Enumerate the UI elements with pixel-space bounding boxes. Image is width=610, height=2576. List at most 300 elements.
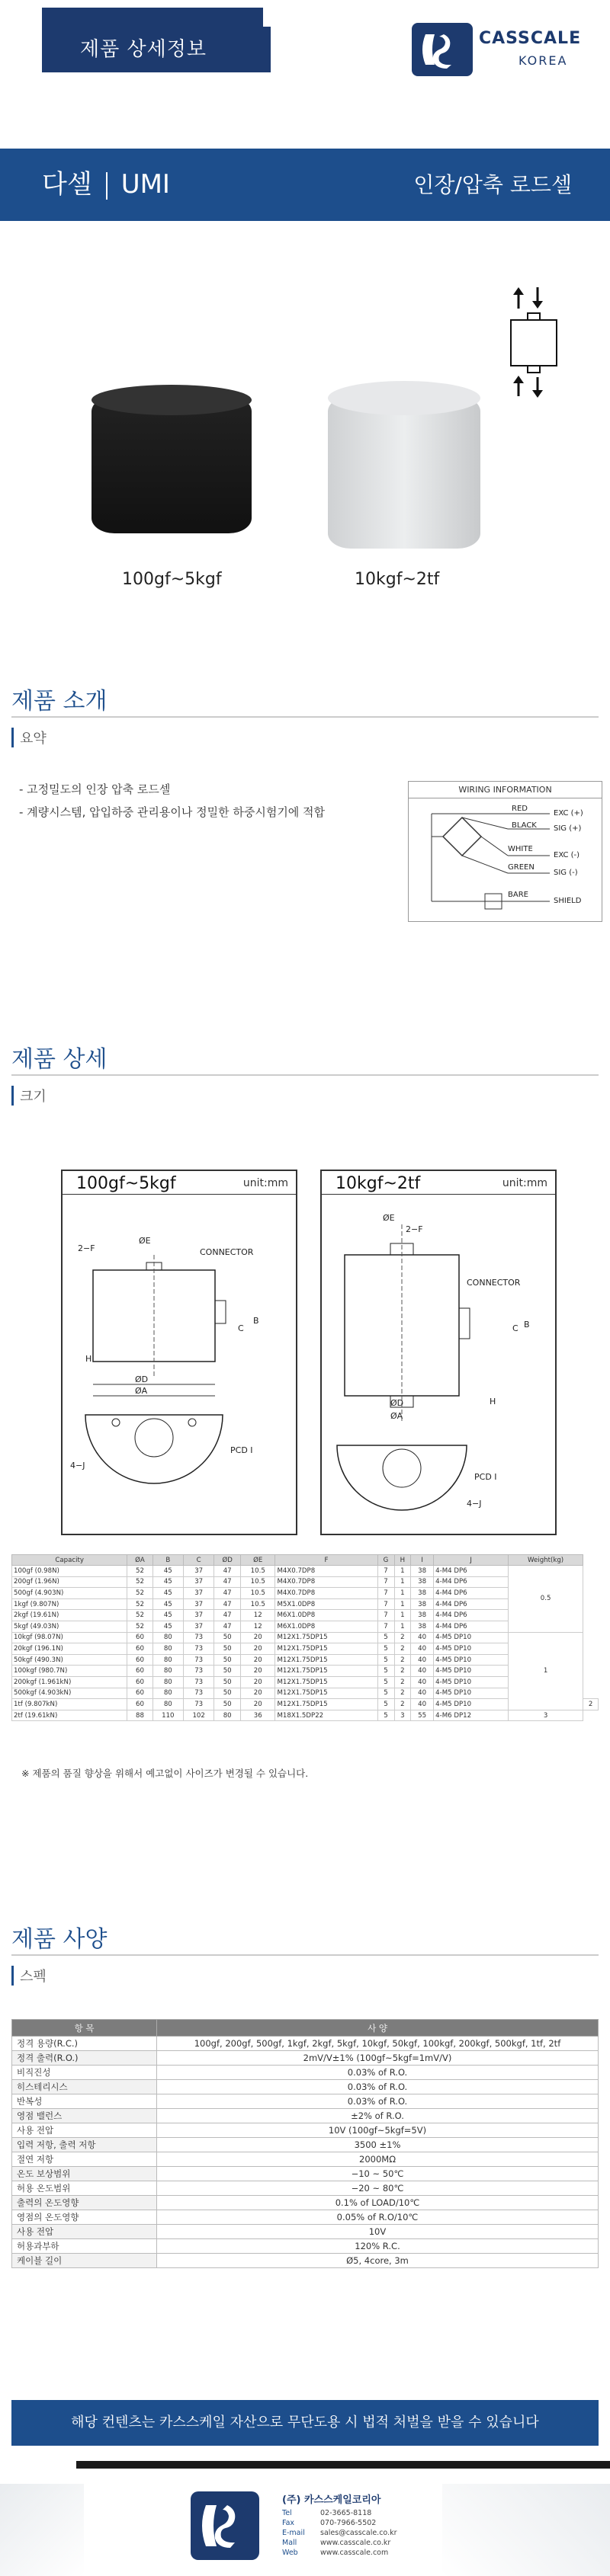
footer-web[interactable]: Web www.casscale.com — [282, 2549, 389, 2557]
connector-label: CONNECTOR — [467, 1278, 521, 1288]
spec-item: 사용 전압 — [12, 2225, 157, 2239]
table-cell: 50 — [214, 1699, 241, 1710]
table-cell: 73 — [183, 1688, 214, 1699]
product-image-small — [92, 396, 252, 533]
spec-row — [12, 2254, 599, 2268]
table-cell: 37 — [183, 1588, 214, 1599]
spec-value: 2000MΩ — [157, 2152, 599, 2167]
product-caption-small: 100gf~5kgf — [122, 570, 222, 589]
spec-item: 영점의 온도영향 — [12, 2210, 157, 2225]
svg-text:C: C — [238, 1323, 244, 1333]
spec-item: 케이블 길이 — [12, 2254, 157, 2268]
table-cell: 80 — [152, 1688, 183, 1699]
spec-item: 허용과부하 — [12, 2239, 157, 2254]
table-cell: M12X1.75DP15 — [275, 1632, 377, 1643]
wire-red: RED — [512, 805, 528, 813]
spec-value: 0.03% of R.O. — [157, 2066, 599, 2080]
spec-item: 사용 전압 — [12, 2123, 157, 2138]
spec-item: 온도 보상범위 — [12, 2167, 157, 2181]
spec-row — [12, 2138, 599, 2152]
table-cell: 1 — [394, 1588, 411, 1599]
size-change-note: ※ 제품의 품질 향상을 위해서 예고없이 사이즈가 변경될 수 있습니다. — [21, 1768, 309, 1779]
svg-text:ØD: ØD — [135, 1374, 149, 1384]
spec-item: 출력의 온도영향 — [12, 2196, 157, 2210]
drawing-unit: unit:mm — [502, 1177, 547, 1189]
table-cell: 38 — [411, 1621, 434, 1632]
table-cell: 38 — [411, 1576, 434, 1588]
spec-item: 반복성 — [12, 2094, 157, 2109]
footer-tel: Tel 02-3665-8118 — [282, 2509, 372, 2517]
table-cell: 7 — [377, 1576, 394, 1588]
intro-subheading: 요약 — [11, 728, 47, 747]
wire-shield: SHIELD — [554, 897, 582, 905]
table-cell: 52 — [127, 1588, 152, 1599]
spec-item: 절연 저항 — [12, 2152, 157, 2167]
table-cell: 12 — [240, 1621, 275, 1632]
drawing-large — [320, 1170, 557, 1535]
table-cell: 52 — [127, 1576, 152, 1588]
footer-email[interactable]: E-mail sales@casscale.co.kr — [282, 2529, 397, 2537]
col-capacity: Capacity — [12, 1555, 127, 1566]
table-cell: 47 — [214, 1610, 241, 1621]
svg-text:2−F: 2−F — [78, 1243, 95, 1253]
table-cell: 45 — [152, 1598, 183, 1610]
drawing-title: 100gf~5kgf — [76, 1174, 176, 1193]
table-cell: M12X1.75DP15 — [275, 1676, 377, 1688]
col-i: I — [411, 1555, 434, 1566]
table-cell: 60 — [127, 1699, 152, 1710]
table-header-row — [12, 1555, 599, 1566]
svg-text:C: C — [512, 1323, 518, 1333]
col-j: J — [434, 1555, 509, 1566]
table-cell: 4-M5 DP10 — [434, 1699, 509, 1710]
title-divider — [106, 172, 108, 200]
svg-text:ØA: ØA — [390, 1411, 403, 1421]
col-f: F — [275, 1555, 377, 1566]
table-cell: 10.5 — [240, 1566, 275, 1577]
table-cell: 20 — [240, 1676, 275, 1688]
table-cell: 2tf (19.61kN) — [12, 1710, 127, 1721]
tension-compression-icon — [503, 286, 572, 400]
table-cell: 47 — [214, 1621, 241, 1632]
table-cell: 47 — [214, 1588, 241, 1599]
svg-text:B: B — [253, 1316, 259, 1326]
divider — [11, 1074, 599, 1076]
table-cell: M18X1.5DP22 — [275, 1710, 377, 1721]
wire-sig-minus: SIG (-) — [554, 869, 578, 877]
table-cell: 20 — [240, 1643, 275, 1655]
spec-subheading: 스펙 — [11, 1966, 47, 1986]
title-bar — [0, 149, 610, 221]
table-cell: 47 — [214, 1576, 241, 1588]
copyright-banner: 해당 컨텐츠는 카스스케일 자산으로 무단도용 시 법적 처벌을 받을 수 있습니다 — [11, 2400, 599, 2446]
svg-text:H: H — [490, 1397, 496, 1406]
table-cell: 2 — [394, 1632, 411, 1643]
table-cell: 20 — [240, 1666, 275, 1677]
drawing-title: 10kgf~2tf — [336, 1174, 421, 1193]
table-cell: M5X1.0DP8 — [275, 1598, 377, 1610]
table-cell: 1 — [394, 1610, 411, 1621]
spec-row — [12, 2225, 599, 2239]
divider — [11, 1954, 599, 1956]
table-cell: 2 — [394, 1676, 411, 1688]
table-cell: 37 — [183, 1621, 214, 1632]
spec-value: −10 ~ 50℃ — [157, 2167, 599, 2181]
table-cell: 7 — [377, 1588, 394, 1599]
spec-value: 10V — [157, 2225, 599, 2239]
table-cell: 37 — [183, 1598, 214, 1610]
section-tag: 제품 상세정보 — [42, 27, 271, 72]
table-cell: 40 — [411, 1643, 434, 1655]
table-cell: M12X1.75DP15 — [275, 1699, 377, 1710]
wire-bare: BARE — [508, 891, 528, 899]
table-cell: 7 — [377, 1610, 394, 1621]
brand-sub: KOREA — [518, 53, 568, 68]
svg-text:ØD: ØD — [390, 1398, 404, 1408]
svg-text:4−J: 4−J — [70, 1461, 85, 1470]
table-cell: 4-M4 DP6 — [434, 1598, 509, 1610]
table-cell: 7 — [377, 1598, 394, 1610]
table-cell: 5 — [377, 1643, 394, 1655]
table-cell: 2 — [394, 1699, 411, 1710]
table-cell: M12X1.75DP15 — [275, 1643, 377, 1655]
table-cell: 60 — [127, 1688, 152, 1699]
table-cell: 80 — [152, 1632, 183, 1643]
footer-fax: Fax 070-7966-5502 — [282, 2519, 377, 2527]
table-cell: 5 — [377, 1710, 394, 1721]
spec-value: −20 ~ 80℃ — [157, 2181, 599, 2196]
footer-watermark — [0, 2484, 84, 2576]
spec-item: 정격 출력(R.O.) — [12, 2051, 157, 2066]
product-type: 인장/압축 로드셀 — [413, 172, 572, 197]
product-image-small-top — [92, 385, 252, 415]
wire-black: BLACK — [512, 821, 537, 830]
spec-value: 2mV/V±1% (100gf~5kgf=1mV/V) — [157, 2051, 599, 2066]
table-cell: 1tf (9.807kN) — [12, 1699, 127, 1710]
table-cell: 50kgf (490.3N) — [12, 1654, 127, 1666]
spec-item: 허용 온도범위 — [12, 2181, 157, 2196]
intro-bullet: - 계량시스템, 압입하중 관리용이나 정밀한 하중시험기에 적합 — [19, 805, 326, 819]
table-cell: 1kgf (9.807N) — [12, 1598, 127, 1610]
table-row — [12, 1710, 599, 1721]
spec-row — [12, 2037, 599, 2051]
product-image-large-top — [328, 381, 480, 415]
table-cell: 47 — [214, 1598, 241, 1610]
dimension-table-body — [12, 1566, 599, 1721]
table-cell: 52 — [127, 1621, 152, 1632]
wire-sig-plus: SIG (+) — [554, 824, 582, 833]
table-cell: 38 — [411, 1566, 434, 1577]
table-cell: 20 — [240, 1699, 275, 1710]
table-cell: 38 — [411, 1598, 434, 1610]
table-cell: 4-M4 DP6 — [434, 1588, 509, 1599]
table-cell: 45 — [152, 1588, 183, 1599]
svg-text:ØE: ØE — [139, 1236, 151, 1246]
svg-text:ØA: ØA — [135, 1386, 148, 1396]
table-cell: 2 — [394, 1688, 411, 1699]
table-cell: 55 — [411, 1710, 434, 1721]
col-spec: 사 양 — [157, 2020, 599, 2037]
header — [0, 0, 610, 99]
table-cell: 37 — [183, 1610, 214, 1621]
spec-value: ±2% of R.O. — [157, 2109, 599, 2123]
table-cell: 73 — [183, 1654, 214, 1666]
table-cell: 50 — [214, 1643, 241, 1655]
product-family: 다셀 — [42, 169, 92, 200]
table-cell: 4-M4 DP6 — [434, 1566, 509, 1577]
col-weight: Weight(kg) — [509, 1555, 583, 1566]
table-cell: 200kgf (1.961kN) — [12, 1676, 127, 1688]
table-cell: 7 — [377, 1621, 394, 1632]
table-cell: 7 — [377, 1566, 394, 1577]
table-cell: 2 — [394, 1666, 411, 1677]
spec-value: Ø5, 4core, 3m — [157, 2254, 599, 2268]
logo-mark-icon — [412, 23, 473, 76]
spec-row — [12, 2239, 599, 2254]
spec-row — [12, 2152, 599, 2167]
spec-heading: 제품 사양 — [11, 1926, 108, 1953]
col-h: H — [394, 1555, 411, 1566]
col-item: 항 목 — [12, 2020, 157, 2037]
table-cell: 80 — [152, 1699, 183, 1710]
table-cell: 50 — [214, 1688, 241, 1699]
col-g: G — [377, 1555, 394, 1566]
table-cell: 73 — [183, 1643, 214, 1655]
table-cell: 36 — [240, 1710, 275, 1721]
table-cell: 45 — [152, 1610, 183, 1621]
table-cell: 4-M6 DP12 — [434, 1710, 509, 1721]
col-e: ØE — [240, 1555, 275, 1566]
spec-item: 입력 저항, 출력 저항 — [12, 2138, 157, 2152]
table-cell: 45 — [152, 1566, 183, 1577]
table-cell: 73 — [183, 1666, 214, 1677]
table-cell: 4-M5 DP10 — [434, 1643, 509, 1655]
spec-value: 0.03% of R.O. — [157, 2080, 599, 2094]
spec-item: 히스테리시스 — [12, 2080, 157, 2094]
table-cell: 10.5 — [240, 1598, 275, 1610]
table-header-row — [12, 2020, 599, 2037]
spec-row — [12, 2051, 599, 2066]
table-cell: 2 — [394, 1643, 411, 1655]
spec-value: 0.05% of R.O/10℃ — [157, 2210, 599, 2225]
table-cell: 60 — [127, 1643, 152, 1655]
footer-rule — [76, 2461, 610, 2469]
weight-cell: 3 — [509, 1710, 583, 1721]
table-cell: 52 — [127, 1598, 152, 1610]
detail-subheading: 크기 — [11, 1086, 47, 1106]
product-model: UMI — [120, 169, 170, 200]
table-row — [12, 1632, 599, 1643]
svg-text:H: H — [85, 1354, 92, 1364]
footer-mall[interactable]: Mall www.casscale.co.kr — [282, 2539, 391, 2547]
svg-text:2−F: 2−F — [406, 1224, 423, 1234]
table-cell: 20 — [240, 1654, 275, 1666]
product-image-large — [328, 396, 480, 549]
table-cell: 500gf (4.903N) — [12, 1588, 127, 1599]
table-cell: 2kgf (19.61N) — [12, 1610, 127, 1621]
spec-table — [11, 2019, 599, 2268]
col-a: ØA — [127, 1555, 152, 1566]
footer-company: (주) 카스스케일코리아 — [282, 2494, 381, 2506]
table-cell: 40 — [411, 1676, 434, 1688]
divider — [11, 716, 599, 718]
table-cell: 40 — [411, 1632, 434, 1643]
table-cell: 1 — [394, 1566, 411, 1577]
table-cell: 60 — [127, 1654, 152, 1666]
table-cell: M4X0.7DP8 — [275, 1576, 377, 1588]
table-cell: 37 — [183, 1576, 214, 1588]
spec-row — [12, 2080, 599, 2094]
casscale-logo[interactable] — [412, 23, 595, 76]
table-cell: 5 — [377, 1666, 394, 1677]
dimension-table — [11, 1554, 599, 1721]
spec-table-body — [12, 2037, 599, 2268]
table-row — [12, 1566, 599, 1577]
header-tab-bar — [42, 8, 263, 27]
table-cell: 73 — [183, 1632, 214, 1643]
spec-item: 영점 밸런스 — [12, 2109, 157, 2123]
svg-text:PCD I: PCD I — [230, 1445, 253, 1455]
wire-white: WHITE — [508, 845, 533, 853]
spec-item: 비직진성 — [12, 2066, 157, 2080]
table-cell: 1 — [394, 1598, 411, 1610]
table-cell: 80 — [152, 1676, 183, 1688]
table-cell: 45 — [152, 1621, 183, 1632]
spec-value: 0.1% of LOAD/10℃ — [157, 2196, 599, 2210]
table-cell: 52 — [127, 1610, 152, 1621]
table-cell: 5 — [377, 1676, 394, 1688]
table-cell: 4-M4 DP6 — [434, 1621, 509, 1632]
table-cell: 80 — [214, 1710, 241, 1721]
table-cell: 40 — [411, 1666, 434, 1677]
footer-watermark — [442, 2484, 610, 2576]
table-cell: 20kgf (196.1N) — [12, 1643, 127, 1655]
table-cell: 45 — [152, 1576, 183, 1588]
wire-green: GREEN — [508, 863, 535, 872]
spec-item: 정격 용량(R.C.) — [12, 2037, 157, 2051]
svg-text:PCD I: PCD I — [474, 1472, 497, 1482]
product-title — [42, 149, 170, 221]
svg-text:B: B — [524, 1320, 530, 1330]
table-cell: 37 — [183, 1566, 214, 1577]
brand-name: CASSCALE — [479, 29, 582, 48]
table-cell: 20 — [240, 1632, 275, 1643]
table-cell: 4-M5 DP10 — [434, 1666, 509, 1677]
spec-value: 100gf, 200gf, 500gf, 1kgf, 2kgf, 5kgf, 10kgf, 50kgf, 100kgf, 200kgf, 500kgf, 1tf, 2tf — [157, 2037, 599, 2051]
spec-row — [12, 2210, 599, 2225]
table-cell: 10.5 — [240, 1576, 275, 1588]
spec-row — [12, 2094, 599, 2109]
spec-row — [12, 2066, 599, 2080]
table-cell: 52 — [127, 1566, 152, 1577]
intro-heading: 제품 소개 — [11, 688, 108, 715]
table-cell: 4-M5 DP10 — [434, 1676, 509, 1688]
table-cell: 47 — [214, 1566, 241, 1577]
spec-value: 0.03% of R.O. — [157, 2094, 599, 2109]
table-cell: 38 — [411, 1588, 434, 1599]
spec-row — [12, 2181, 599, 2196]
svg-text:4−J: 4−J — [467, 1499, 482, 1509]
table-cell: 4-M5 DP10 — [434, 1632, 509, 1643]
intro-bullet: - 고정밀도의 인장 압축 로드셀 — [19, 782, 171, 796]
table-cell: 50 — [214, 1666, 241, 1677]
col-b: B — [152, 1555, 183, 1566]
detail-heading: 제품 상세 — [11, 1046, 108, 1073]
spec-value: 10V (100gf~5kgf=5V) — [157, 2123, 599, 2138]
table-cell: 4-M5 DP10 — [434, 1654, 509, 1666]
table-cell: 102 — [183, 1710, 214, 1721]
col-c: C — [183, 1555, 214, 1566]
table-cell: 2 — [394, 1654, 411, 1666]
table-cell: 5 — [377, 1688, 394, 1699]
table-cell: 73 — [183, 1699, 214, 1710]
table-cell: 4-M5 DP10 — [434, 1688, 509, 1699]
footer-logo-icon — [191, 2491, 259, 2560]
wiring-title: WIRING INFORMATION — [409, 782, 602, 798]
table-cell: 1 — [394, 1621, 411, 1632]
table-cell: 5 — [377, 1699, 394, 1710]
table-cell: 20 — [240, 1688, 275, 1699]
spec-value: 3500 ±1% — [157, 2138, 599, 2152]
spec-row — [12, 2196, 599, 2210]
table-cell: 50 — [214, 1676, 241, 1688]
table-cell: 38 — [411, 1610, 434, 1621]
table-cell: M6X1.0DP8 — [275, 1610, 377, 1621]
table-cell: 500kgf (4.903kN) — [12, 1688, 127, 1699]
connector-label: CONNECTOR — [200, 1247, 254, 1257]
spec-row — [12, 2123, 599, 2138]
table-cell: 50 — [214, 1654, 241, 1666]
table-cell: 80 — [152, 1654, 183, 1666]
drawing-unit: unit:mm — [242, 1177, 288, 1189]
table-cell: M4X0.7DP8 — [275, 1566, 377, 1577]
table-cell: 110 — [152, 1710, 183, 1721]
table-cell: 4-M4 DP6 — [434, 1610, 509, 1621]
table-cell: 5 — [377, 1632, 394, 1643]
spec-value: 120% R.C. — [157, 2239, 599, 2254]
table-cell: 40 — [411, 1688, 434, 1699]
col-d: ØD — [214, 1555, 241, 1566]
wiring-diagram — [408, 781, 602, 922]
product-caption-large: 10kgf~2tf — [355, 570, 440, 589]
weight-cell: 1 — [509, 1632, 583, 1710]
table-cell: 80 — [152, 1666, 183, 1677]
table-cell: 73 — [183, 1676, 214, 1688]
table-cell: 50 — [214, 1632, 241, 1643]
table-cell: 80 — [152, 1643, 183, 1655]
spec-row — [12, 2167, 599, 2181]
table-cell: M4X0.7DP8 — [275, 1588, 377, 1599]
table-cell: 60 — [127, 1666, 152, 1677]
table-cell: 10.5 — [240, 1588, 275, 1599]
table-cell: 5kgf (49.03N) — [12, 1621, 127, 1632]
weight-cell: 2 — [583, 1699, 599, 1710]
table-cell: 1 — [394, 1576, 411, 1588]
table-cell: M12X1.75DP15 — [275, 1666, 377, 1677]
wire-exc-minus: EXC (-) — [554, 851, 580, 859]
table-cell: 12 — [240, 1610, 275, 1621]
wire-exc-plus: EXC (+) — [554, 809, 583, 818]
weight-cell: 0.5 — [509, 1566, 583, 1633]
table-cell: 60 — [127, 1632, 152, 1643]
table-cell: 100kgf (980.7N) — [12, 1666, 127, 1677]
table-cell: M12X1.75DP15 — [275, 1654, 377, 1666]
table-cell: 3 — [394, 1710, 411, 1721]
table-cell: 60 — [127, 1676, 152, 1688]
table-cell: M6X1.0DP8 — [275, 1621, 377, 1632]
table-cell: 100gf (0.98N) — [12, 1566, 127, 1577]
table-cell: M12X1.75DP15 — [275, 1688, 377, 1699]
